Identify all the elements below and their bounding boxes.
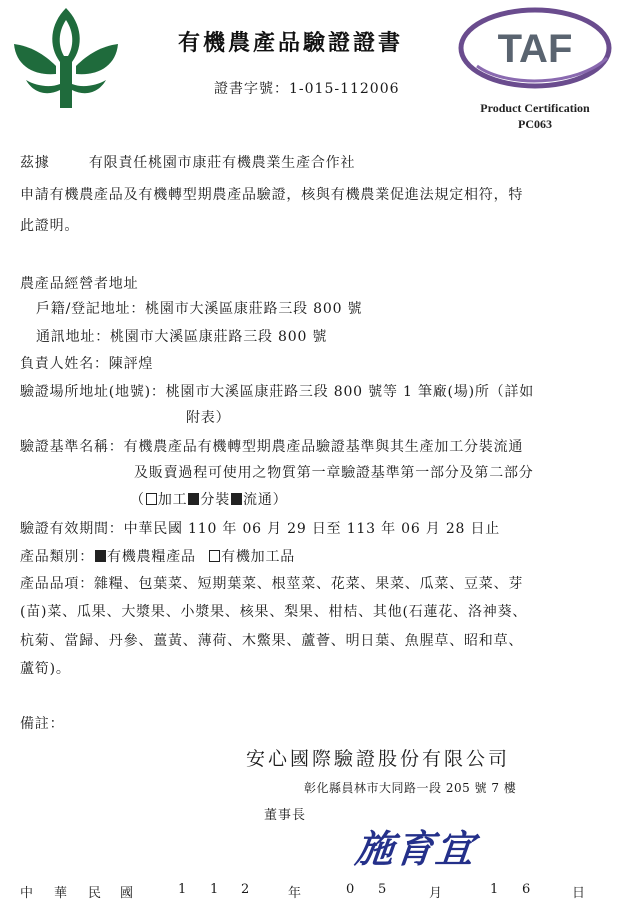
standard-opt-packaging: 分裝 [200,492,231,508]
date-char-4: 國 [120,886,134,901]
responsible-person: 負責人姓名：陳評煌 [20,356,154,372]
standard-line-1: 驗證基準名稱：有機農產品有機轉型期農產品驗證基準與其生產加工分裝流通 [20,439,524,455]
standard-line-2: 及販賣過程可使用之物質第一章驗證基準第一部分及第二部分 [134,465,534,481]
page-title: 有機農產品驗證證書 [178,30,404,56]
site-address-line-1: 驗證場所地址(地號)：桃園市大溪區康莊路三段 800 號等 1 筆廠(場)所（詳如 [20,384,535,400]
date-char-1: 中 [20,886,34,901]
greeting-line [20,152,355,172]
standard-options [130,489,287,509]
cert-number [214,78,400,98]
processing-checkbox-empty [146,493,157,505]
site-address-line-2: 附表） [186,410,231,426]
date-month-digit-2: 5 [378,882,387,897]
distribution-checkbox-filled [231,493,242,505]
greeting-label: 茲據 [20,155,50,171]
packaging-checkbox-filled [188,493,199,505]
issue-date [0,882,621,900]
date-year-digit-3: 2 [241,882,250,897]
items-line-2: (苗)菜、瓜果、大漿果、小漿果、核果、梨果、柑桔、其他(石蓮花、洛神葵、 [20,604,528,620]
organic-processed-checkbox-empty [209,550,220,562]
date-day-digit-1: 1 [490,882,499,897]
category-opt-organic-processed: 有機加工品 [221,549,296,565]
taf-logo-text: TAF [497,27,573,71]
registered-address: 戶籍/登記地址：桃園市大溪區康莊路三段 800 號 [36,301,363,317]
remarks-label: 備註： [20,716,65,732]
standard-opt-processing: 加工 [157,492,188,508]
organic-crop-checkbox-filled [95,550,106,562]
date-month-unit: 月 [429,886,443,901]
date-month-digit-1: 0 [346,882,355,897]
date-year-digit-1: 1 [178,882,187,897]
items-line-1: 產品品項：雜糧、包葉菜、短期葉菜、根莖菜、花菜、果菜、瓜菜、豆菜、芽 [20,576,524,592]
product-category [20,546,295,566]
date-day-digit-2: 6 [522,882,531,897]
category-opt-organic-crop: 有機農糧產品 [107,549,196,565]
taf-caption [460,100,610,132]
chairman-signature: 施育宜 [353,826,479,871]
taf-logo-icon [457,6,613,90]
date-year-digit-2: 1 [210,882,219,897]
statement-line-2: 此證明。 [20,218,80,234]
applicant-name: 有限責任桃園市康莊有機農業生產合作社 [88,155,356,171]
validity-period: 驗證有效期間：中華民國 110 年 06 月 29 日至 113 年 06 月 28 日止 [20,521,501,537]
taf-caption-line2: PC063 [518,117,552,131]
issuer-address: 彰化縣員林市大同路一段 205 號 7 樓 [304,781,517,795]
category-label: 產品類別： [20,549,94,565]
standard-opt-distribution: 流通） [243,492,288,508]
date-day-unit: 日 [572,886,586,901]
date-year-unit: 年 [288,886,302,901]
cert-number-label: 證書字號： [214,81,289,97]
date-char-2: 華 [54,886,68,901]
cert-number-value: 1-015-112006 [289,81,400,97]
organic-leaf-logo-icon [10,4,122,112]
mailing-address: 通訊地址：桃園市大溪區康莊路三段 800 號 [36,329,328,345]
issuer-company: 安心國際驗證股份有限公司 [246,748,511,770]
items-line-4: 蘆筍)。 [20,661,71,677]
statement-line-1: 申請有機農產品及有機轉型期農產品驗證，核與有機農業促進法規定相符，特 [20,187,524,203]
taf-caption-line1: Product Certification [480,101,590,115]
items-line-3: 杭菊、當歸、丹參、薑黃、薄荷、木鱉果、蘆薈、明日葉、魚腥草、昭和草、 [20,633,524,649]
address-heading: 農產品經營者地址 [20,276,139,292]
date-char-3: 民 [88,886,102,901]
chairman-title: 董事長 [264,808,307,823]
standard-open-paren: （ [130,492,145,508]
